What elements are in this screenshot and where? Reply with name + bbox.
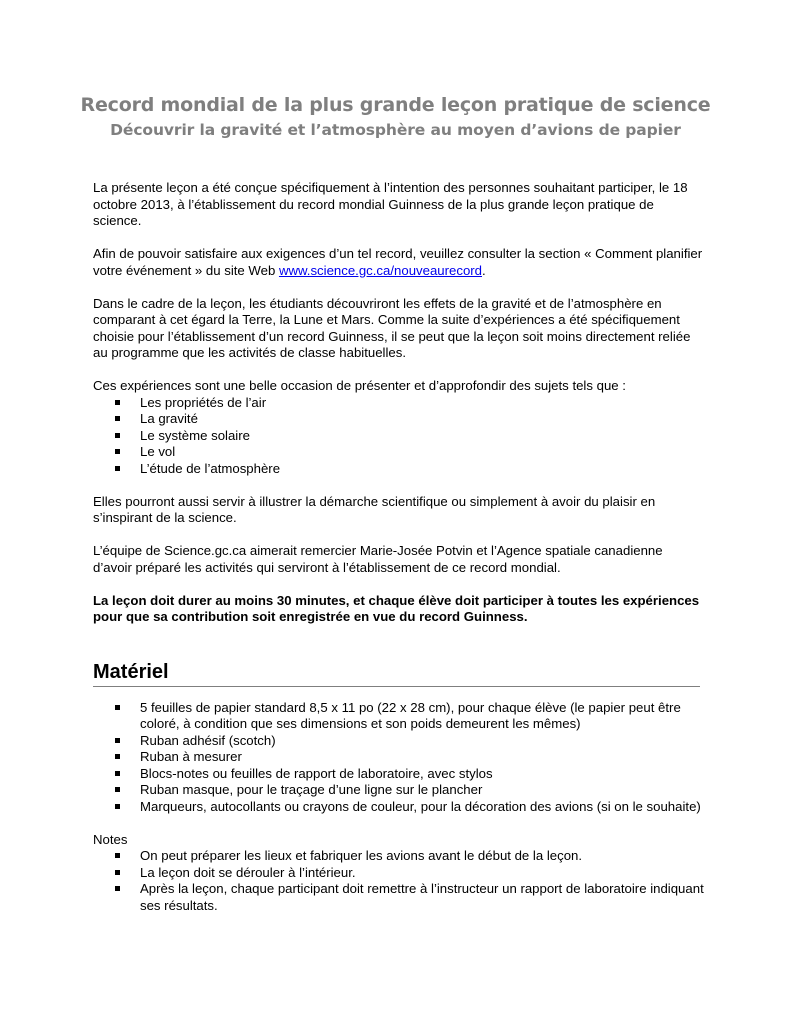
intro-paragraph-5: Elles pourront aussi servir à illustrer la démarche scientifique ou simplement à avoir du plaisir en s’inspirant de la science. <box>93 493 656 525</box>
materiel-item-label: Blocs-notes ou feuilles de rapport de laboratoire, avec stylos <box>140 765 493 781</box>
materiel-item-label: Ruban masque, pour le traçage d’une ligne sur le plancher <box>140 782 483 797</box>
nouveaurecord-link[interactable]: www.science.gc.ca/nouveaurecord <box>278 262 483 278</box>
topic-label: Le système solaire <box>140 427 250 443</box>
page-title: Record mondial de la plus grande leçon pratique de science <box>80 94 711 116</box>
intro-paragraph-2-text: Afin de pouvoir satisfaire aux exigences d’un tel record, veuillez consulter la section « Comment planifier votre événement » du site Web <box>93 246 703 278</box>
notes-list <box>93 848 705 914</box>
intro-paragraph-2-end: . <box>482 262 486 278</box>
bullet-icon <box>115 738 120 743</box>
note-item-label: On peut préparer les lieux et fabriquer les avions avant le début de la leçon. <box>140 848 583 863</box>
list-item <box>93 766 705 783</box>
topics-list <box>93 395 705 478</box>
bullet-icon <box>115 705 120 710</box>
bullet-icon <box>115 787 120 792</box>
topic-label: Le vol <box>140 444 176 459</box>
note-item-label: La leçon doit se dérouler à l’intérieur. <box>140 864 356 880</box>
bullet-icon <box>115 466 120 471</box>
intro-paragraph-3: Dans le cadre de la leçon, les étudiants découvriront les effets de la gravité et de l’atmosphère en comparant à cet égard la Terre, la Lune et Mars. Comme la suite d’expériences a été spécifiquement choisie pour l’établissement d’un record Guinness, il se peut que la leçon soit moins directement reliée au programme que les activités de classe habituelles. <box>93 295 691 360</box>
list-item <box>93 444 705 461</box>
list-item <box>93 848 705 865</box>
intro-paragraph-1: La présente leçon a été conçue spécifiquement à l’intention des personnes souhaitant participer, le 18 octobre 2013, à l’établissement du record mondial Guinness de la plus grande leçon pratique de science. <box>93 180 688 228</box>
bullet-icon <box>115 853 120 858</box>
list-item <box>93 749 705 766</box>
materiel-item-label: Ruban adhésif (scotch) <box>140 732 276 748</box>
note-item-label: Après la leçon, chaque participant doit remettre à l’instructeur un rapport de laboratoire indiquant ses résultats. <box>140 881 704 913</box>
list-item <box>93 700 705 733</box>
list-item <box>93 733 705 750</box>
list-item <box>93 881 705 914</box>
bullet-icon <box>115 870 120 875</box>
list-item <box>93 395 705 412</box>
topic-label: L’étude de l’atmosphère <box>140 460 281 476</box>
document-body <box>93 180 705 914</box>
bullet-icon <box>115 433 120 438</box>
materiel-heading: Matériel <box>93 660 700 687</box>
bullet-icon <box>115 449 120 454</box>
page-subtitle: Découvrir la gravité et l’atmosphère au moyen d’avions de papier <box>110 121 681 139</box>
list-item <box>93 865 705 882</box>
topic-label: La gravité <box>140 411 198 426</box>
materiel-item-label: Marqueurs, autocollants ou crayons de couleur, pour la décoration des avions (si on le souhaite) <box>140 798 701 814</box>
bullet-icon <box>115 416 120 421</box>
bullet-icon <box>115 771 120 776</box>
materiel-section-header <box>93 660 705 687</box>
intro-paragraph-6: L’équipe de Science.gc.ca aimerait remercier Marie-Josée Potvin et l’Agence spatiale canadienne d’avoir préparé les activités qui serviront à l’établissement de ce record mondial. <box>93 543 663 575</box>
materiel-item-label: Ruban à mesurer <box>140 749 242 764</box>
requirement-notice: La leçon doit durer au moins 30 minutes, et chaque élève doit participer à toutes les expériences pour que sa contribution soit enregistrée en vue du record Guinness. <box>93 592 700 624</box>
list-item <box>93 428 705 445</box>
list-item <box>93 411 705 428</box>
bullet-icon <box>115 754 120 759</box>
title-block <box>0 93 791 141</box>
list-item <box>93 461 705 478</box>
materiel-list <box>93 700 705 816</box>
list-item <box>93 782 705 799</box>
bullet-icon <box>115 804 120 809</box>
notes-label: Notes <box>93 831 128 847</box>
intro-paragraph-2 <box>93 246 705 279</box>
materiel-item-label: 5 feuilles de papier standard 8,5 x 11 po (22 x 28 cm), pour chaque élève (le papier peut être coloré, à condition que ses dimensions et son poids demeurent les mêmes) <box>140 699 681 731</box>
topic-label: Les propriétés de l’air <box>140 394 267 410</box>
bullet-icon <box>115 400 120 405</box>
bullet-icon <box>115 886 120 891</box>
list-item <box>93 799 705 816</box>
intro-paragraph-4: Ces expériences sont une belle occasion de présenter et d’approfondir des sujets tels que : <box>93 378 626 393</box>
